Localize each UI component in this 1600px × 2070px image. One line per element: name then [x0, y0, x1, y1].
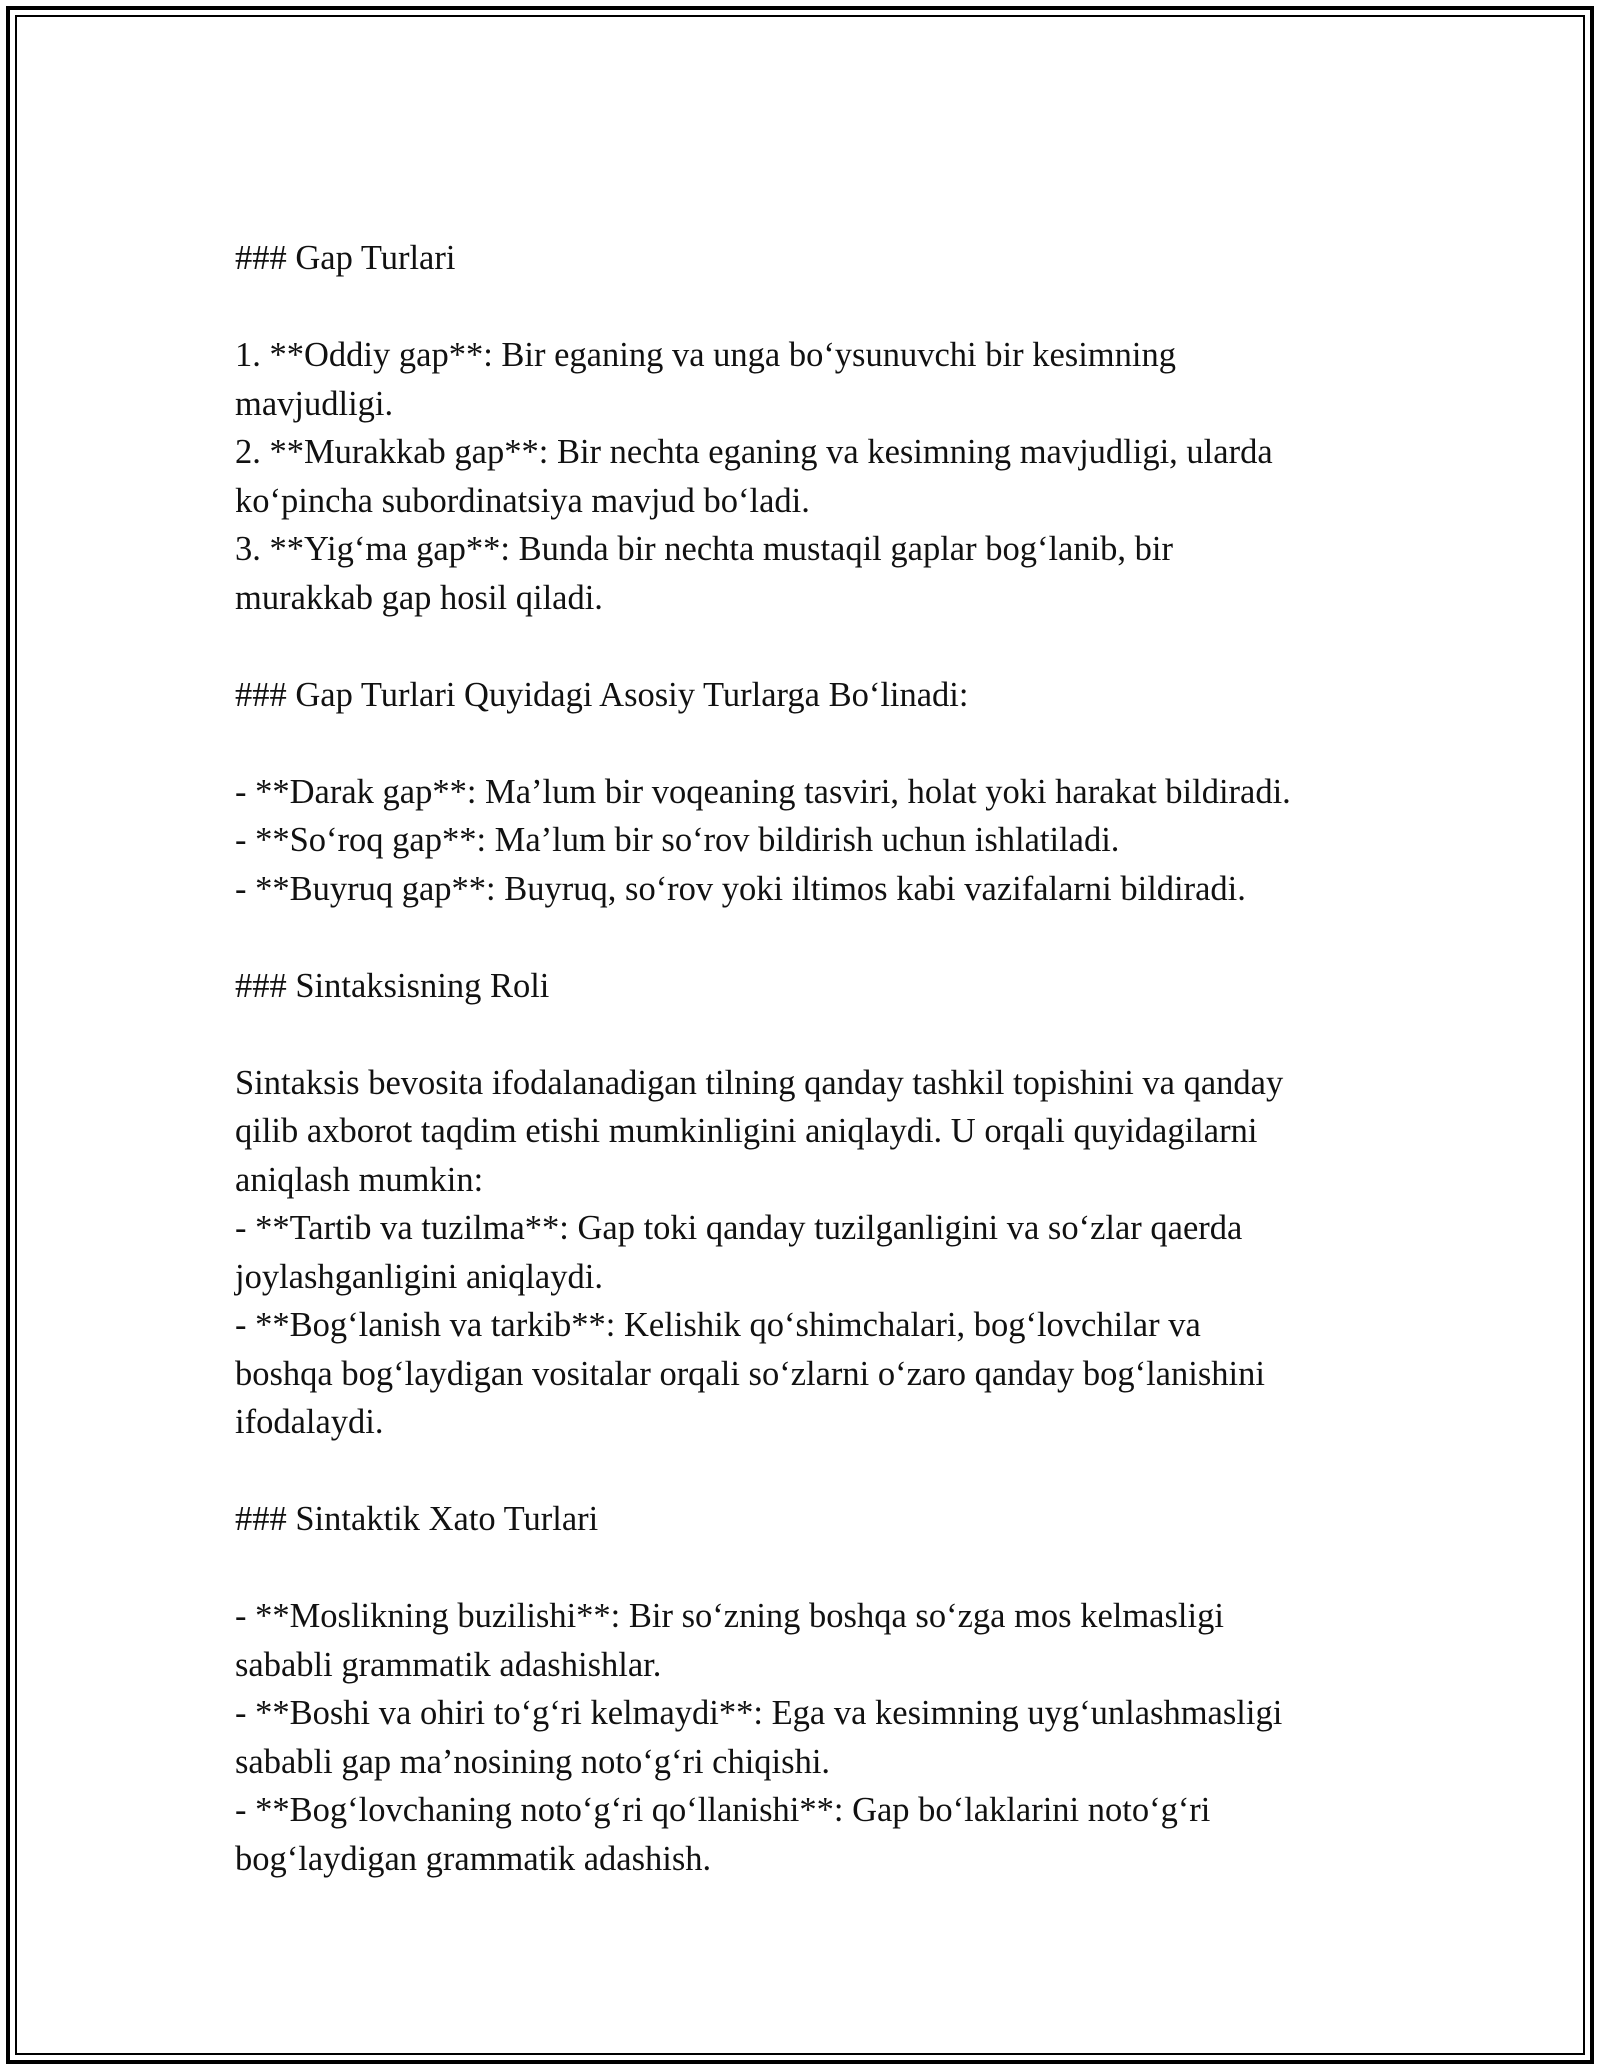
list-item-oddiy-gap-cont: mavjudligi. — [235, 384, 394, 423]
bullet-buyruq-gap: - **Buyruq gap**: Buyruq, so‘rov yoki iltimos kabi vazifalarni bildiradi. — [235, 869, 1246, 908]
bullet-boglovchaning: - **Bog‘lovchaning noto‘g‘ri qo‘llanishi**: Gap bo‘laklarini noto‘g‘ri — [235, 1791, 1211, 1829]
blank-line — [235, 719, 1365, 768]
list-item-yigma-gap: 3. **Yig‘ma gap**: Bunda bir nechta mustaqil gaplar bog‘lanib, bir — [235, 530, 1174, 568]
heading-gap-turlari: ### Gap Turlari — [235, 239, 456, 277]
paragraph-sintaksis-line-3: aniqlash mumkin: — [235, 1160, 484, 1199]
bullet-boglovchaning-cont: bog‘laydigan grammatik adashish. — [235, 1839, 712, 1878]
paragraph-sintaksis-line-1: Sintaksis bevosita ifodalanadigan tilning qanday tashkil topishini va qanday — [235, 1063, 1284, 1102]
blank-line — [235, 1010, 1365, 1059]
list-item-yigma-gap-cont: murakkab gap hosil qiladi. — [235, 578, 603, 617]
paragraph-sintaksis-line-2: qilib axborot taqdim etishi mumkinligini aniqlaydi. U orqali quyidagilarni — [235, 1112, 1258, 1150]
bullet-tartib-va-tuzilma-cont: joylashganligini aniqlaydi. — [235, 1257, 603, 1296]
blank-line — [235, 622, 1365, 671]
bullet-boshi-va-ohiri: - **Boshi va ohiri to‘g‘ri kelmaydi**: Ega va kesimning uyg‘unlashmasligi — [235, 1694, 1283, 1732]
bullet-boglanish-va-tarkib-cont-2: ifodalaydi. — [235, 1403, 384, 1441]
list-item-murakkab-gap: 2. **Murakkab gap**: Bir nechta eganing va kesimning mavjudligi, ularda — [235, 433, 1273, 471]
bullet-darak-gap: - **Darak gap**: Ma’lum bir voqeaning tasviri, holat yoki harakat bildiradi. — [235, 772, 1291, 811]
list-item-murakkab-gap-cont: ko‘pincha subordinatsiya mavjud bo‘ladi. — [235, 481, 810, 520]
bullet-soroq-gap: - **So‘roq gap**: Ma’lum bir so‘rov bildirish uchun ishlatiladi. — [235, 821, 1120, 859]
bullet-boglanish-va-tarkib-cont-1: boshqa bog‘laydigan vositalar orqali so‘zlarni o‘zaro qanday bog‘lanishini — [235, 1354, 1265, 1393]
bullet-tartib-va-tuzilma: - **Tartib va tuzilma**: Gap toki qanday tuzilganligini va so‘zlar qaerda — [235, 1209, 1243, 1247]
heading-asosiy-turlar: ### Gap Turlari Quyidagi Asosiy Turlarga Bo‘linadi: — [235, 675, 969, 714]
blank-line — [235, 283, 1365, 332]
blank-line — [235, 1447, 1365, 1496]
bullet-boglanish-va-tarkib: - **Bog‘lanish va tarkib**: Kelishik qo‘shimchalari, bog‘lovchilar va — [235, 1306, 1201, 1344]
list-item-oddiy-gap: 1. **Oddiy gap**: Bir eganing va unga bo‘ysunuvchi bir kesimning — [235, 336, 1176, 374]
heading-sintaksisning-roli: ### Sintaksisning Roli — [235, 966, 550, 1005]
heading-sintaktik-xato-turlari: ### Sintaktik Xato Turlari — [235, 1500, 599, 1538]
blank-line — [235, 1544, 1365, 1593]
blank-line — [235, 913, 1365, 962]
bullet-boshi-va-ohiri-cont: sababli gap ma’nosining noto‘g‘ri chiqishi. — [235, 1742, 831, 1781]
document-body — [235, 234, 1365, 1883]
bullet-moslikning-buzilishi-cont: sababli grammatik adashishlar. — [235, 1645, 662, 1684]
bullet-moslikning-buzilishi: - **Moslikning buzilishi**: Bir so‘zning boshqa so‘zga mos kelmasligi — [235, 1597, 1224, 1635]
